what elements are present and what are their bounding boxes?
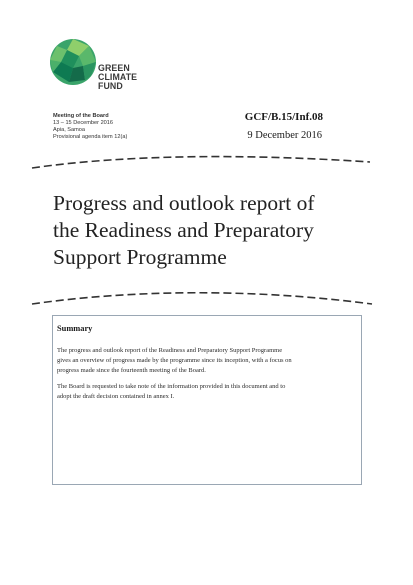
logo-text-line-2: CLIMATE bbox=[98, 72, 138, 82]
summary-heading: Summary bbox=[57, 324, 93, 333]
title-line-3: Support Programme bbox=[53, 245, 227, 269]
meeting-title: Meeting of the Board bbox=[53, 113, 109, 119]
meeting-dates: 13 – 15 December 2016 bbox=[53, 120, 114, 126]
summary-paragraph-1 bbox=[57, 346, 357, 376]
meeting-location: Apia, Samoa bbox=[53, 127, 86, 133]
summary-paragraph-2 bbox=[57, 382, 357, 402]
wave-divider-bottom bbox=[0, 290, 413, 314]
summary-p1-line-1: The progress and outlook report of the Readiness and Preparatory Support Programme bbox=[57, 347, 283, 354]
document-date: 9 December 2016 bbox=[247, 130, 322, 141]
summary-p2-line-2: adopt the draft decision contained in annex I. bbox=[57, 393, 175, 400]
wave-divider-top bbox=[0, 150, 413, 174]
document-title bbox=[53, 190, 373, 271]
summary-p2-line-1: The Board is requested to take note of the information provided in this document and to bbox=[57, 383, 286, 390]
summary-p1-line-2: gives an overview of progress made by the programme since its inception, with a focus on bbox=[57, 357, 292, 364]
document-reference: GCF/B.15/Inf.08 bbox=[244, 111, 323, 123]
title-line-1: Progress and outlook report of bbox=[53, 191, 315, 215]
agenda-item: Provisional agenda item 12(a) bbox=[53, 134, 128, 140]
logo-text-line-1: GREEN bbox=[98, 63, 130, 73]
title-line-2: the Readiness and Preparatory bbox=[53, 218, 314, 242]
summary-p1-line-3: progress made since the fourteenth meeting of the Board. bbox=[57, 367, 206, 374]
logo-text-line-3: FUND bbox=[98, 81, 123, 91]
gcf-globe-icon bbox=[49, 38, 97, 86]
